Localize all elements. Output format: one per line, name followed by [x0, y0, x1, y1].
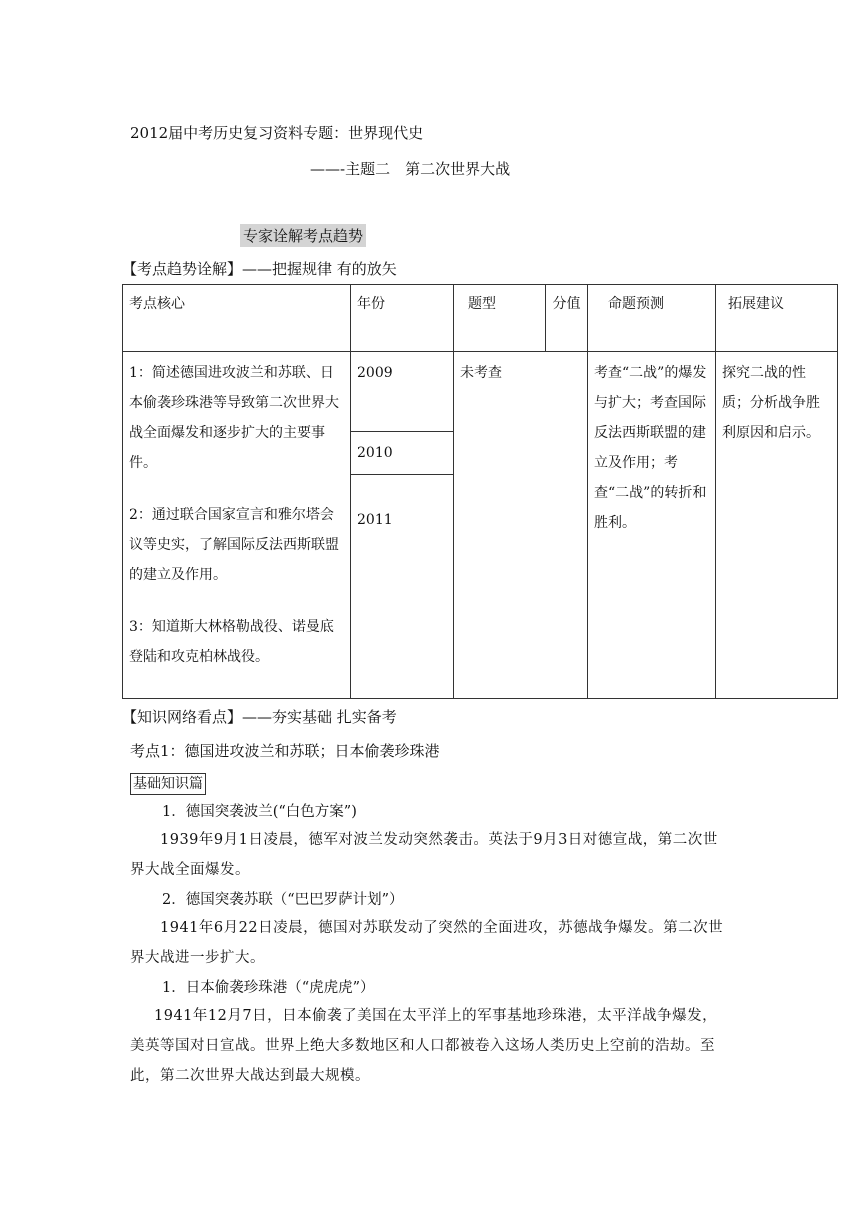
- header-year: 年份: [351, 285, 454, 352]
- item-1-title: 1．德国突袭波兰(“白色方案”): [162, 804, 357, 820]
- network-heading: 【知识网络看点】——夯实基础 扎实备考: [122, 708, 397, 726]
- table-header-row: [123, 285, 838, 352]
- basic-knowledge-label: 基础知识篇: [130, 773, 206, 795]
- item-3-title: 1．日本偷袭珍珠港（“虎虎虎”）: [162, 980, 375, 996]
- item-2-title: 2．德国突袭苏联（“巴巴罗萨计划”）: [162, 892, 404, 908]
- item-2-text: 1941年6月22日凌晨，德国对苏联发动了突然的全面进攻，苏德战争爆发。第二次世界大战进一步扩大。: [130, 920, 724, 966]
- prediction-cell: 考查“二战”的爆发与扩大；考查国际反法西斯联盟的建立及作用；考查“二战”的转折和胜利。: [588, 352, 716, 699]
- table-heading: 【考点趋势诠解】——把握规律 有的放矢: [122, 260, 397, 278]
- year-2010: 2010: [351, 432, 454, 475]
- point1-heading: 考点1：德国进攻波兰和苏联；日本偷袭珍珠港: [130, 742, 440, 760]
- section-heading: 专家诠解考点趋势: [240, 224, 366, 247]
- type-cell: 未考查: [454, 352, 588, 699]
- year-2009: 2009: [351, 352, 454, 432]
- header-suggestion: 拓展建议: [716, 285, 838, 352]
- header-score: 分值: [546, 285, 588, 352]
- item-1-text: 1939年9月1日凌晨，德军对波兰发动突然袭击。英法于9月3日对德宣战，第二次世界大战全面爆发。: [130, 832, 718, 878]
- core-point-3: 3：知道斯大林格勒战役、诺曼底登陆和攻克柏林战役。: [129, 619, 334, 665]
- header-core: 考点核心: [123, 285, 351, 352]
- document-subtitle: ——-主题二 第二次世界大战: [310, 160, 511, 178]
- core-point-1: 1：简述德国进攻波兰和苏联、日本偷袭珍珠港等导致第二次世界大战全面爆发和逐步扩大的主要事件。: [129, 365, 339, 471]
- document-title: 2012届中考历史复习资料专题：世界现代史: [130, 124, 424, 142]
- item-3-text: 1941年12月7日，日本偷袭了美国在太平洋上的军事基地珍珠港，太平洋战争爆发，美英等国对日宣战。世界上绝大多数地区和人口都被卷入这场人类历史上空前的浩劫。至此，第二次世界大战达到最大规模。: [130, 1008, 718, 1084]
- suggestion-cell: 探究二战的性质；分析战争胜利原因和启示。: [716, 352, 838, 699]
- core-point-2: 2：通过联合国家宣言和雅尔塔会议等史实，了解国际反法西斯联盟的建立及作用。: [129, 507, 339, 583]
- table-row-2009: [123, 352, 838, 432]
- exam-trend-table: [122, 284, 838, 699]
- core-points-cell: [123, 352, 351, 699]
- year-2011: 2011: [351, 475, 454, 699]
- header-prediction: 命题预测: [588, 285, 716, 352]
- header-type: 题型: [454, 285, 546, 352]
